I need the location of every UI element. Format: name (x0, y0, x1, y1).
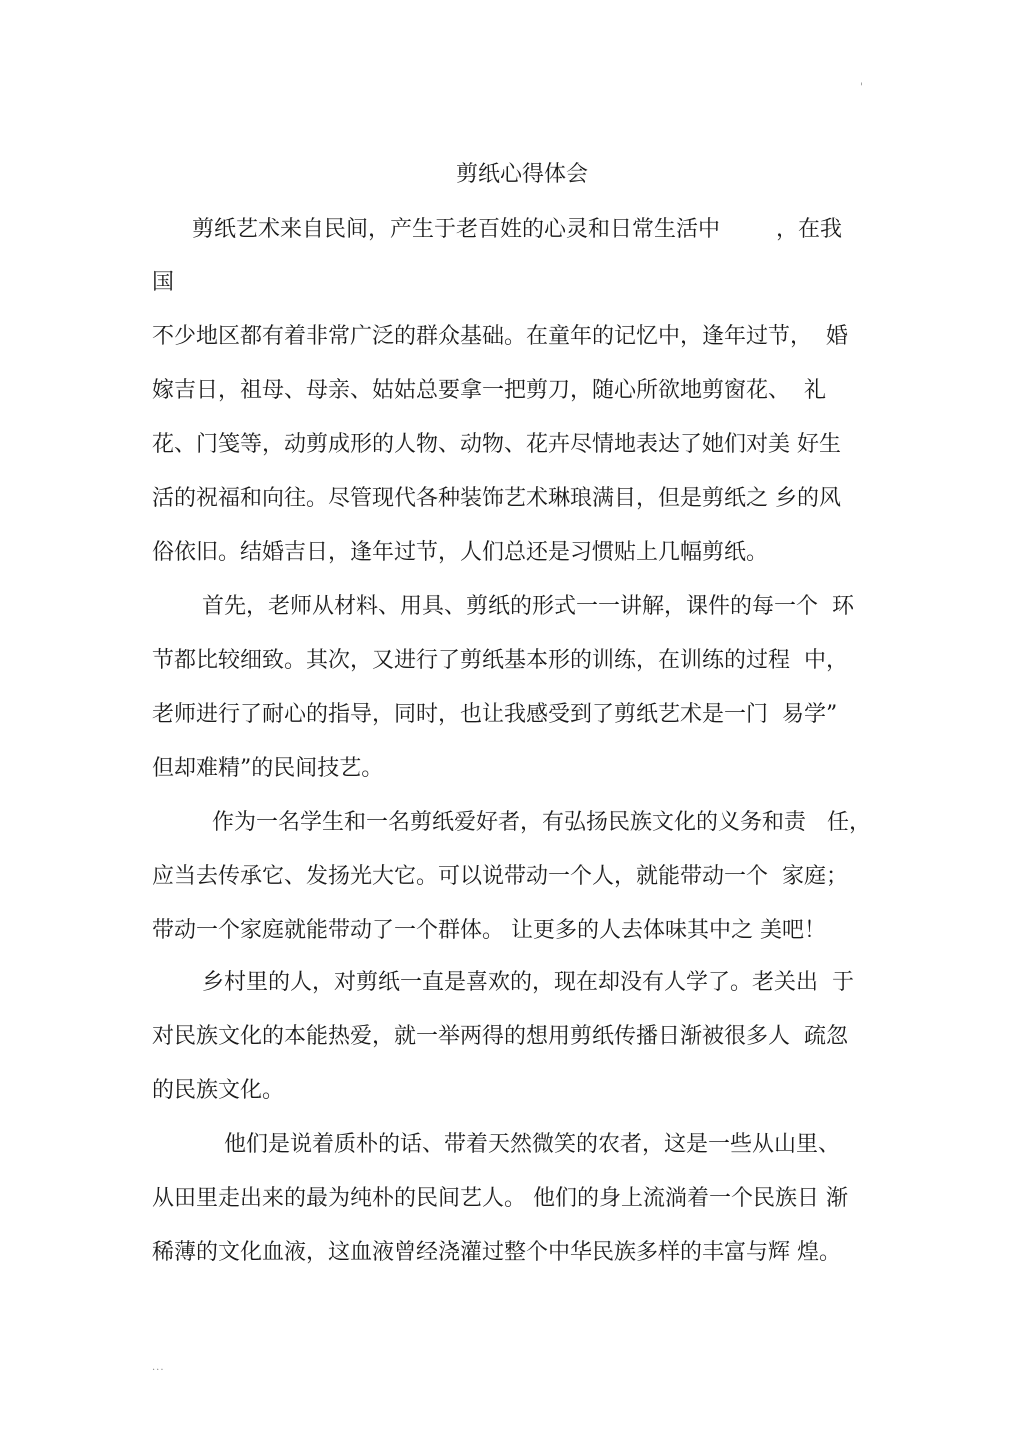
paragraph-line: 活的祝福和向往。尽管现代各种装饰艺术琳琅满目，但是剪纸之 乡的风 (152, 486, 841, 511)
paragraph-line: 但却难精”的民间技艺。 (152, 756, 384, 781)
paragraph-line: 对民族文化的本能热爱，就一举两得的想用剪纸传播日渐被很多人 疏忽 (152, 1024, 848, 1049)
paragraph-line: 乡村里的人，对剪纸一直是喜欢的，现在却没有人学了。老关出 于 (202, 970, 854, 995)
corner-mark: ' (860, 82, 863, 93)
paragraph-line: 稀薄的文化血液，这血液曾经浇灌过整个中华民族多样的丰富与辉 煌。 (152, 1240, 841, 1265)
paragraph-line: 老师进行了耐心的指导，同时，也让我感受到了剪纸艺术是一门 易学” (152, 702, 838, 727)
paragraph-line: 作为一名学生和一名剪纸爱好者，有弘扬民族文化的义务和责 任， (212, 810, 871, 835)
paragraph-line: 剪纸艺术来自民间，产生于老百姓的心灵和日常生活中 ，在我 (192, 217, 842, 242)
paragraph-line: 不少地区都有着非常广泛的群众基础。在童年的记忆中，逢年过节， 婚 (152, 324, 848, 349)
paragraph-line: 花、门笺等，动剪成形的人物、动物、花卉尽情地表达了她们对美 好生 (152, 432, 841, 457)
paragraph-line: 节都比较细致。其次，又进行了剪纸基本形的训练，在训练的过程 中， (152, 648, 848, 673)
paragraph-line: 首先，老师从材料、用具、剪纸的形式一一讲解，课件的每一个 环 (202, 594, 854, 619)
paragraph-line: 俗依旧。结婚吉日，逢年过节，人们总还是习惯贴上几幅剪纸。 (152, 540, 769, 565)
paragraph-line: 他们是说着质朴的话、带着天然微笑的农者，这是一些从山里、 (224, 1132, 841, 1157)
page-title: 剪纸心得体会 (455, 162, 588, 187)
paragraph-line: 国 (152, 270, 175, 295)
footer-mark: ... (152, 1362, 165, 1373)
paragraph-line: 的民族文化。 (152, 1078, 285, 1103)
paragraph-line: 从田里走出来的最为纯朴的民间艺人。 他们的身上流淌着一个民族日 渐 (152, 1186, 848, 1211)
paragraph-line: 带动一个家庭就能带动了一个群体。 让更多的人去体味其中之 美吧！ (152, 918, 826, 943)
paragraph-line: 应当去传承它、发扬光大它。可以说带动一个人，就能带动一个 家庭； (152, 864, 848, 889)
paragraph-line: 嫁吉日，祖母、母亲、姑姑总要拿一把剪刀，随心所欲地剪窗花、 礼 (152, 378, 826, 403)
